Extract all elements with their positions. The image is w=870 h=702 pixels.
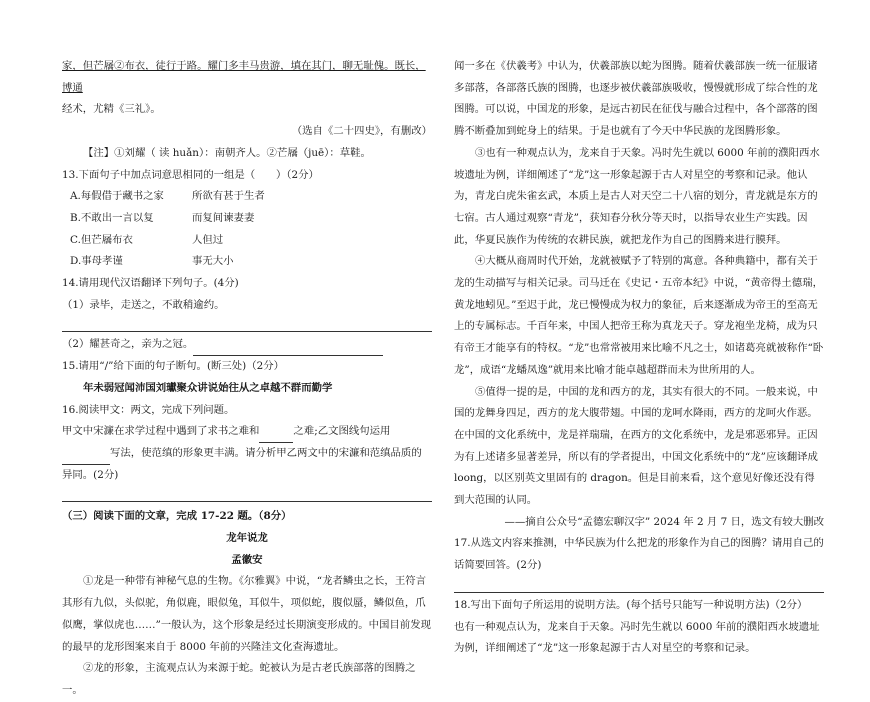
q13-option-b: B.不敢出一言以复 而复间谏妻妻: [70, 211, 255, 224]
q13-option-a: A.每假借于藏书之家 所欲有甚于生者: [70, 190, 265, 203]
article-paragraph-4: ④大概从商周时代开始，龙就被赋予了特别的寓意。各种典籍中，都有关于龙的生动描写与相关记录。司马迁在《史记・五帝本纪》中说，“黄帝得土德瑞，黄龙地蚓见。”至迟于此，龙已慢慢成为权力的象征，后来逐渐成为帝王的至高无上的专属标志。千百年来，中国人把帝王称为真龙天子。穿龙袍坐龙椅，成为只有帝王才能享有的特权。“龙”也常常被用来比喻不凡之士，如诸葛亮就被称作“卧龙”，成语“龙蟠凤逸”就用来比喻才能卓越超群而未为世所用的人。: [454, 255, 824, 376]
question-14-1: （1）录毕，走送之，不敢稍逾约。: [62, 298, 225, 311]
blank-16-1[interactable]: [259, 428, 293, 443]
passage-source: （选自《二十四史》，有删改）: [291, 125, 432, 138]
passage-tail-line-1: 家，但芒屩②布衣，徒行于路。耀门多丰马贵游，填在其门，聊无耻傀。既长，博通: [62, 60, 426, 94]
question-18: 18.写出下面句子所运用的说明方法。(每个括号只能写一种说明方法)（2分）: [454, 598, 808, 611]
question-14: 14.请用现代汉语翻译下列句子。(4分): [62, 277, 239, 290]
question-17: 17.从选文内容来推测，中华民族为什么把龙的形象作为自己的图腾？请用自己的话简要回答。(2分): [454, 537, 824, 572]
right-column: [454, 56, 824, 660]
article-citation: ——摘自公众号“孟德宏聊汉字” 2024 年 2 月 7 日，选文有较大删改: [504, 515, 824, 528]
question-16-text-3: 异同。(2分): [62, 468, 119, 481]
left-column: [62, 56, 432, 702]
question-16-text: 甲文中宋濂在求学过程中遇到了求书之难和 之难;乙文图线句运用: [62, 421, 432, 443]
article-paragraph-5: ⑤值得一提的是，中国的龙和西方的龙，其实有很大的不同。一般来说，中国的龙舞身四足，西方的龙大腹带翅。中国的龙呵水降雨，西方的龙呵火作恶。在中国的文化系统中，龙是祥瑞瑞，在西方的文化系统中，龙是邪恶邪异。正因为有上述诸多显著差异，所以有的学者提出，中国文化系统中的“龙”应该翻译成 loong，以区别英文里固有的 dragon。但是目前来看，这个意见好像还没有得到大范围的认同。: [454, 385, 818, 507]
question-15-sentence: 年未弱冠闻沛国刘瓛聚众讲说始往从之卓越不群而勤学: [83, 381, 333, 394]
question-16-text-2: 写法，使范缜的形象更丰满。请分析甲乙两文中的宋濂和范缜品质的: [62, 443, 432, 465]
answer-line-16[interactable]: [62, 487, 432, 502]
q13-option-c: C.但芒屩布衣 人但过: [70, 233, 224, 246]
answer-line-14-2[interactable]: [193, 341, 383, 356]
question-14-2: （2）耀甚奇之，亲为之冠。: [62, 334, 432, 356]
question-16: 16.阅读甲文：两文，完成下列问题。: [62, 403, 235, 416]
question-18-sentence: 也有一种观点认为，龙来自于天象。冯时先生就以 6000 年前的濮阳西水坡遗址为例，详细阐述了“龙”这一形象起源于古人对星空的考察和记录。: [454, 620, 820, 655]
article-author: 孟徽安: [231, 553, 263, 566]
passage-tail-line-2: 经术，尤精《三礼》。: [62, 103, 161, 116]
passage-note: 【注】①刘耀（ 读 huǎn）：南朝齐人。②芒屩（juē）：草鞋。: [83, 146, 371, 159]
question-15: 15.请用“/”给下面的句子断句。(断三处)（2分）: [62, 360, 285, 373]
question-13: 13.下面句子中加点词意思相同的一组是（ ）（2分）: [62, 168, 319, 181]
blank-16-2[interactable]: [62, 450, 110, 465]
article-paragraph-1: ①龙是一种带有神秘气息的生物。《尔雅翼》中说，“龙者鳞虫之长，王符言其形有九似，头似驼，角似鹿，眼似兔，耳似牛，项似蛇，腹似蜃，鳞似鱼，爪似鹰，掌似虎也……”一般认为，这个形象是经过长期演变形成的。中国目前发现的最早的龙形图案来自于 8000 年前的兴隆洼文化查海遗址。: [62, 575, 431, 653]
answer-line-17[interactable]: [454, 578, 824, 593]
answer-line-14-1[interactable]: [62, 317, 432, 332]
q13-option-d: D.事母孝谨 事无大小: [70, 255, 234, 268]
article-paragraph-2-cont: 闻一多在《伏羲考》中认为，伏羲部族以蛇为图腾。随着伏羲部族一统一征服诸多部落，各部落氏族的图腾，也逐步被伏羲部族吸收，慢慢就形成了综合性的龙图腾。可以说，中国龙的形象，是远古初民在征伐与融合过程中，各个部落的图腾不断叠加到蛇身上的结果。于是也就有了今天中华民族的龙图腾形象。: [454, 60, 818, 138]
article-title: 龙年说龙: [226, 532, 268, 545]
section-3-heading: （三）阅读下面的文章，完成 17-22 题。（8分）: [62, 510, 292, 523]
article-paragraph-2-start: ②龙的形象，主流观点认为来源于蛇。蛇被认为是古老氏族部落的图腾之一。: [62, 662, 416, 696]
article-paragraph-3: ③也有一种观点认为，龙来自于天象。冯时先生就以 6000 年前的濮阳西水坡遗址为例，详细阐述了“龙”这一形象起源于古人对星空的考察和记录。他认为，青龙白虎朱雀玄武，本质上是古人对天空二十八宿的划分，青龙就是东方的七宿。古人通过观察“青龙”，获知春分秋分等天时，以指导农业生产实践。因此，华夏民族作为传统的农耕民族，就把龙作为自己的图腾来进行膜拜。: [454, 146, 820, 246]
